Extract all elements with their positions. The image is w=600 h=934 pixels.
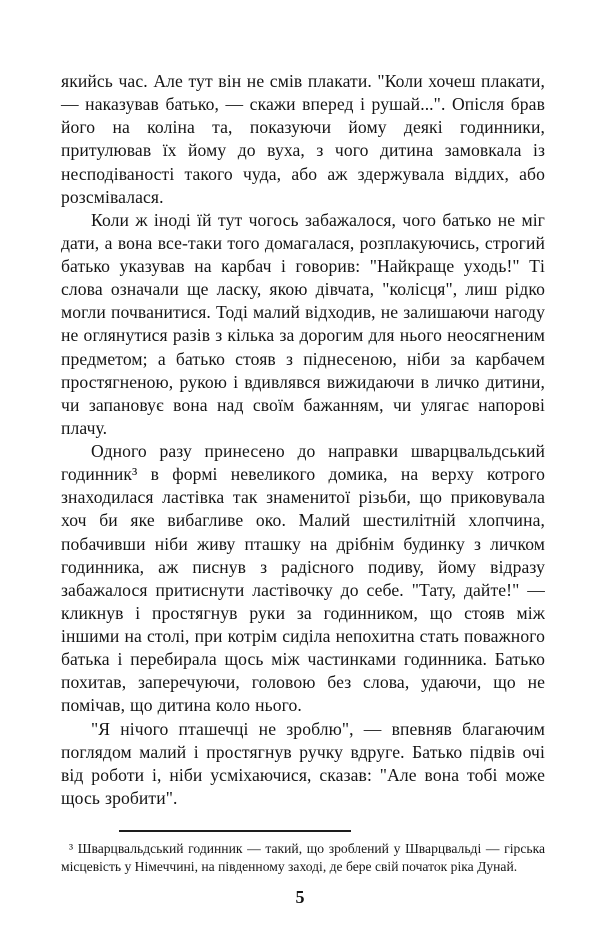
footnote-divider bbox=[119, 830, 351, 832]
page-number: 5 bbox=[295, 887, 305, 907]
paragraph-1: якийсь час. Але тут він не смів плакати. "Коли хочеш плакати, — наказував батько, — скажи вперед і рушай...". Опісля брав його на коліна та, показуючи йому деякі годинники, притулював їх йому до вуха, з чого дитина замовкала із несподіваності такого чуда, або аж здержувала віддих, або розсмівалася. bbox=[61, 71, 545, 207]
footnote-text: ³ Шварцвальдський годинник — такий, що зроблений у Шварцвальді — гірська місцевість у Німеччині, на південному заході, де бере свій початок ріка Дунай. bbox=[61, 841, 545, 874]
paragraph-4: "Я нічого пташечці не зроблю", — впевняв благаючим поглядом малий і простягнув ручку вдруге. Батько підвів очі від роботи і, ніби усміхаючися, сказав: "Але вона тобі може щось зробити". bbox=[61, 718, 545, 808]
paragraph-2: Коли ж іноді їй тут чогось забажалося, чого батько не міг дати, а вона все-таки того домагалася, розплакуючись, строгий батько указував на карбач і говорив: "Найкраще уходь!" Ті слова означали ще ласку, якою дівчата, "колісця", лиш рідко могли почванитися. Тоді малий відходив, не залишаючи нагоду не оглянутися разів з кілька за дорогим для нього неосягненим предметом; а батько стояв з піднесеною, ніби за карбачем простягненою, рукою і вдивлявся вижидаючи в личко дитини, чи запановує вона над своїм бажанням, чи улягає напорові плачу. bbox=[61, 209, 545, 438]
body-text bbox=[61, 70, 545, 876]
paragraph-3: Одного разу принесено до направки шварцвальдський годинник³ в формі невеликого домика, на верху котрого знаходилася ластівка так знаменитої різьби, що приковувала хоч би яке вибагливе око. Малий шестилітній хлопчина, побачивши ніби живу пташку на дрібнім будинку з личком годинника, аж писнув з радісного подиву, йому відразу забажалося притиснути ластівочку до себе. "Тату, дайте!" — кликнув і простягнув руки за годинником, що стояв між іншими на столі, при котрім сиділа непохитна стать поважного батька і перебирала щось між частинками годинника. Батько похитав, заперечуючи, головою без слова, удаючи, що не помічав, що дитина коло нього. bbox=[61, 441, 545, 716]
